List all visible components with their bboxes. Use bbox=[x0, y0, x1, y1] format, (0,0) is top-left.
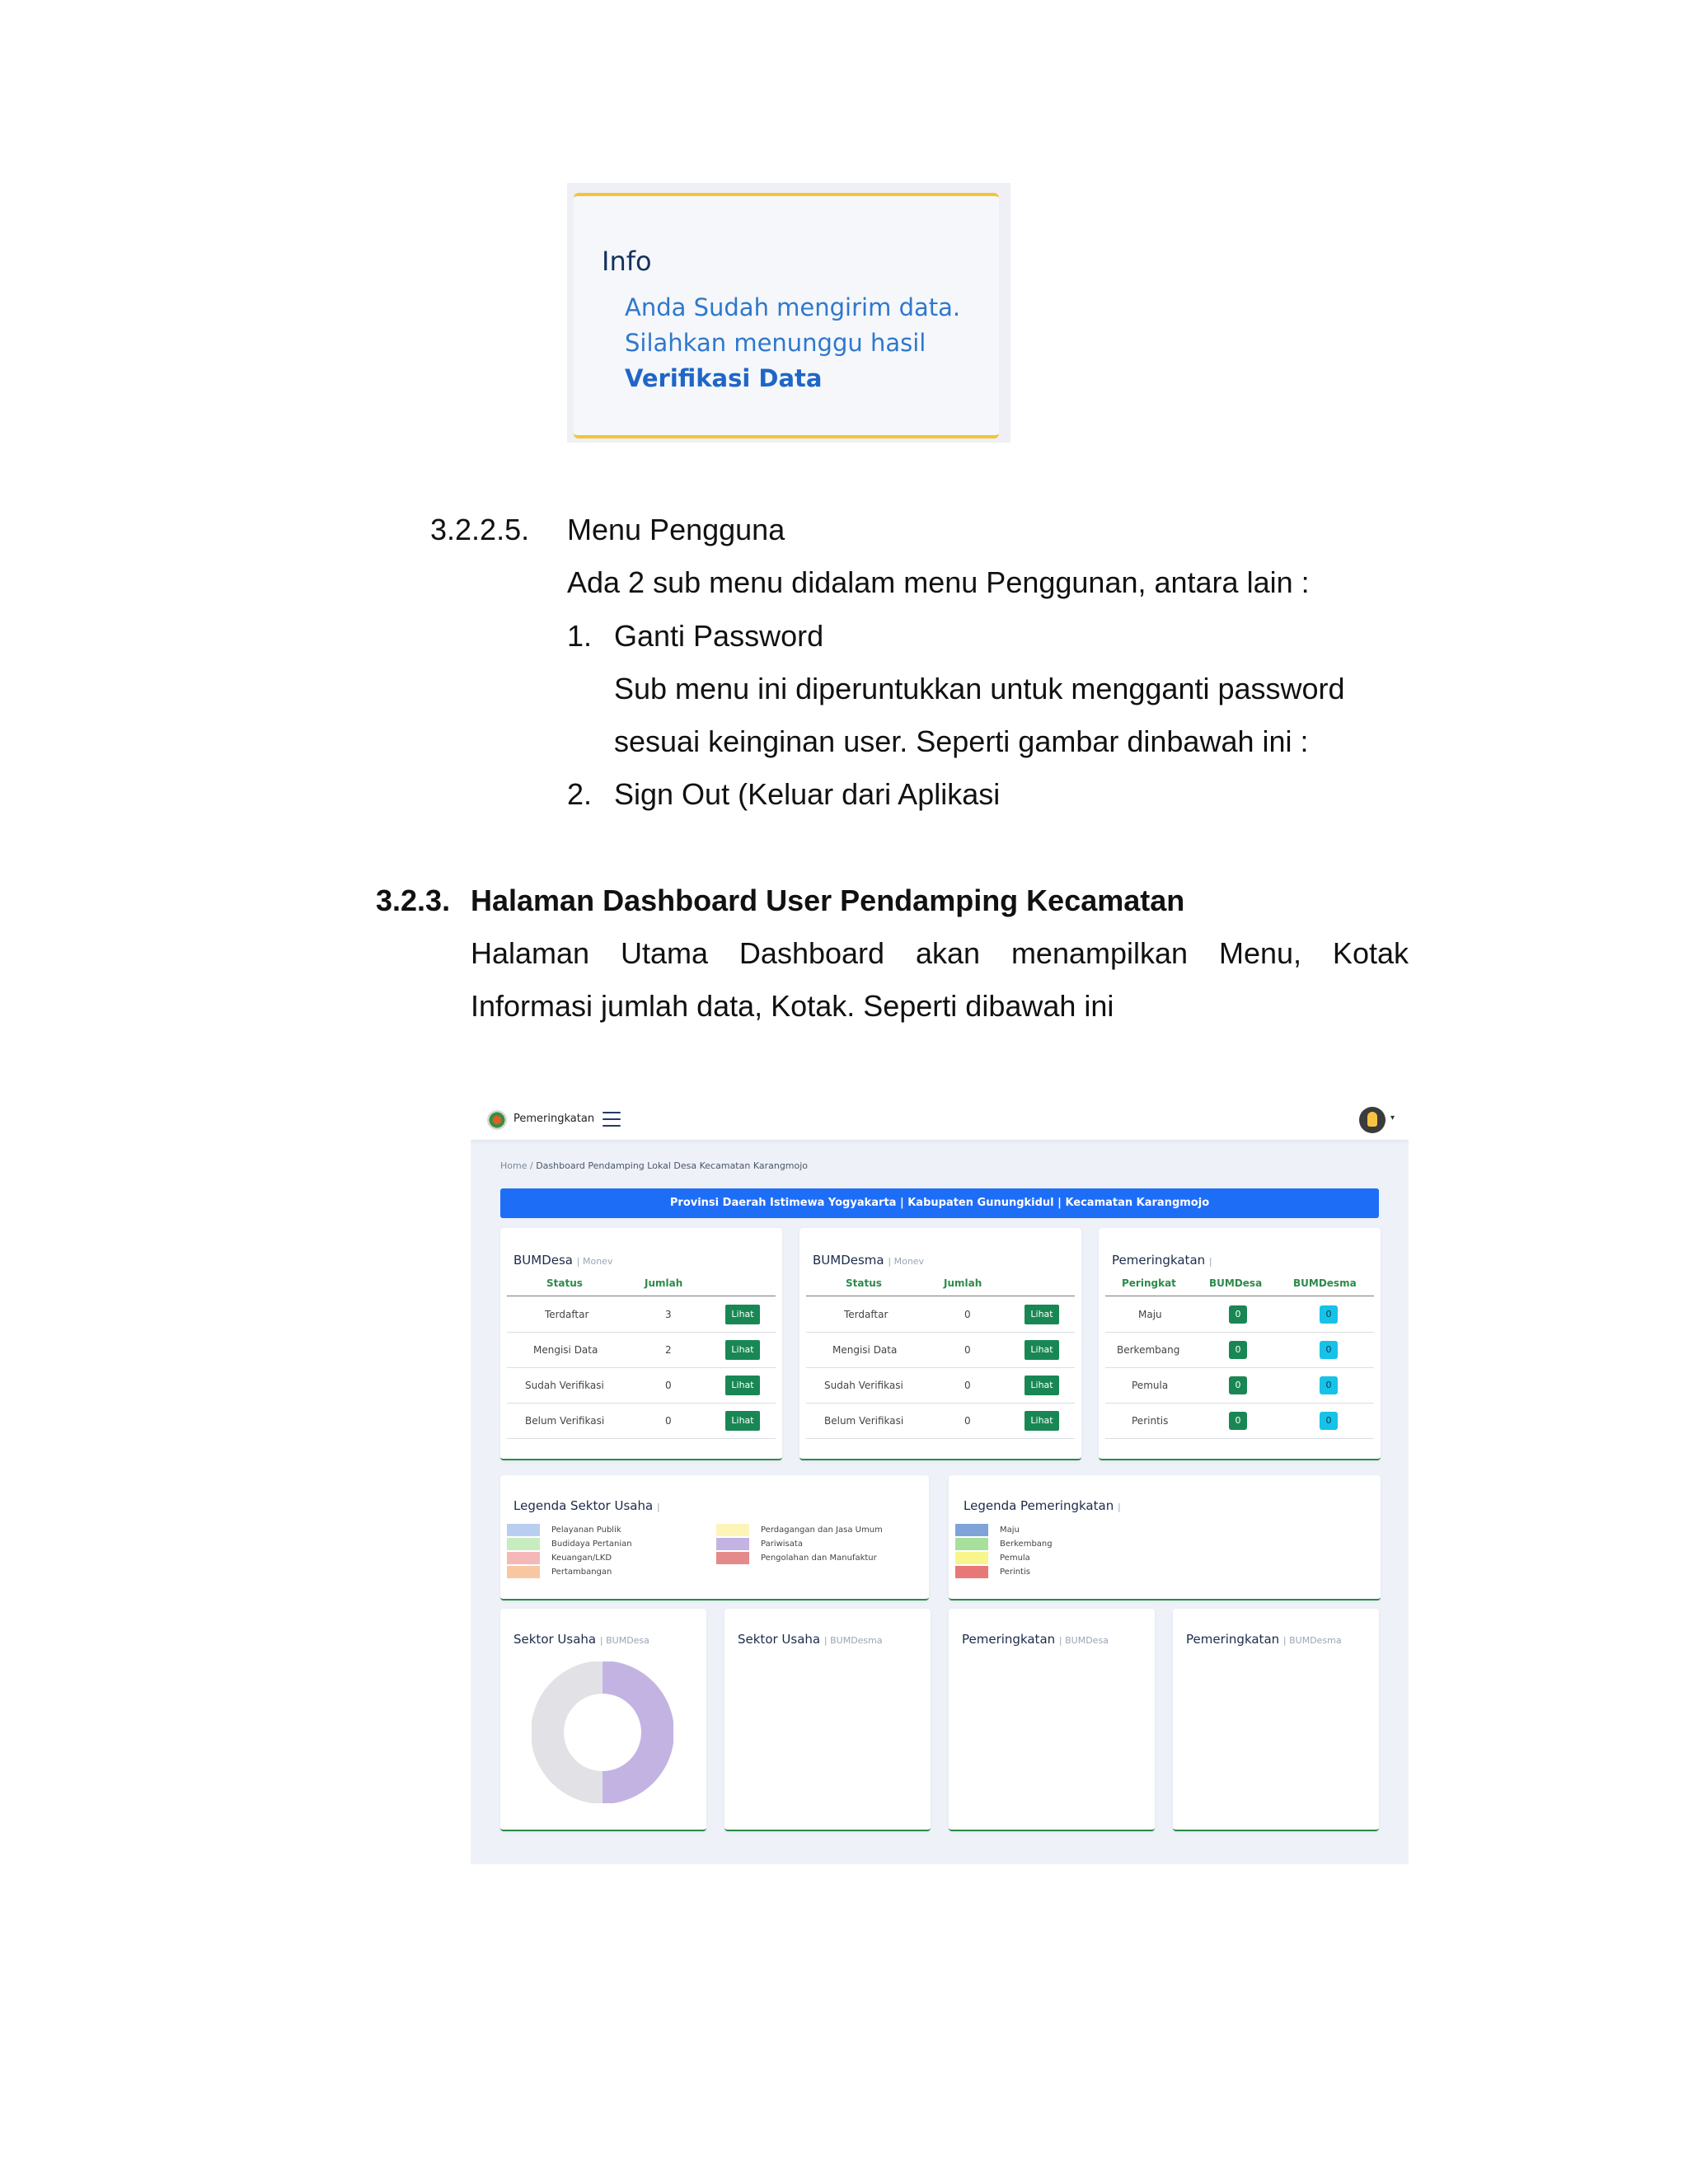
info-message-emphasis: Verifikasi Data bbox=[625, 364, 823, 392]
bumdesa-count-badge: 0 bbox=[1229, 1305, 1247, 1324]
paragraph-line: Halaman Utama Dashboard akan menampilkan Menu, Kotak bbox=[471, 936, 1409, 970]
card-title: Pemeringkatan | bbox=[1112, 1253, 1212, 1268]
legend-column bbox=[507, 1523, 632, 1579]
count-value: 0 bbox=[964, 1380, 971, 1391]
breadcrumb-home[interactable]: Home bbox=[500, 1160, 528, 1171]
legend-swatch bbox=[955, 1566, 988, 1578]
list-item-title: Sign Out (Keluar dari Aplikasi bbox=[614, 777, 1001, 811]
card-title: Pemeringkatan | BUMDesa bbox=[962, 1632, 1109, 1647]
list-item-description: sesuai keinginan user. Seperti gambar dinbawah ini : bbox=[614, 724, 1309, 758]
table-row bbox=[1105, 1368, 1374, 1404]
lihat-button[interactable]: Lihat bbox=[1025, 1376, 1059, 1395]
legend-swatch bbox=[716, 1538, 749, 1550]
paragraph-line: Informasi jumlah data, Kotak. Seperti dibawah ini bbox=[471, 989, 1114, 1023]
top-navbar bbox=[471, 1100, 1409, 1140]
list-item-title: Ganti Password bbox=[614, 619, 824, 653]
heading-title: Halaman Dashboard User Pendamping Kecamatan bbox=[471, 883, 1185, 917]
legenda-sektor-card bbox=[500, 1475, 929, 1601]
section-title: Menu Pengguna bbox=[567, 513, 785, 546]
bumdesa-count-badge: 0 bbox=[1229, 1376, 1247, 1394]
table-row bbox=[806, 1404, 1075, 1439]
card-title: BUMDesa | Monev bbox=[513, 1253, 613, 1268]
table-row bbox=[1105, 1404, 1374, 1439]
lihat-button[interactable]: Lihat bbox=[725, 1305, 760, 1324]
bumdesma-card bbox=[799, 1228, 1081, 1460]
count-value: 0 bbox=[964, 1309, 971, 1320]
legend-item: Budidaya Pertanian bbox=[507, 1537, 632, 1551]
bumdesma-count-badge: 0 bbox=[1320, 1341, 1338, 1359]
info-title: Info bbox=[602, 246, 652, 277]
table-row bbox=[507, 1368, 776, 1404]
legend-item: Pelayanan Publik bbox=[507, 1523, 632, 1537]
bumdesma-count-badge: 0 bbox=[1320, 1305, 1338, 1324]
status-label: Sudah Verifikasi bbox=[525, 1380, 604, 1391]
table-row bbox=[507, 1333, 776, 1368]
column-header-jumlah: Jumlah bbox=[944, 1277, 982, 1289]
count-value: 3 bbox=[665, 1309, 672, 1320]
breadcrumb bbox=[500, 1160, 808, 1171]
card-title: BUMDesma | Monev bbox=[813, 1253, 925, 1268]
legend-item: Maju bbox=[955, 1523, 1053, 1537]
app-logo[interactable] bbox=[487, 1110, 507, 1130]
peringkat-label: Berkembang bbox=[1117, 1344, 1180, 1356]
status-label: Mengisi Data bbox=[533, 1344, 598, 1356]
column-header-status: Status bbox=[846, 1277, 882, 1289]
lihat-button[interactable]: Lihat bbox=[1025, 1305, 1059, 1324]
legend-item: Pengolahan dan Manufaktur bbox=[716, 1551, 883, 1565]
hamburger-menu-icon[interactable] bbox=[603, 1112, 621, 1127]
table-row bbox=[1105, 1333, 1374, 1368]
table-row bbox=[507, 1297, 776, 1333]
chart-card-pemeringkatan-bumdesma bbox=[1173, 1609, 1379, 1831]
legend-item: Berkembang bbox=[955, 1537, 1053, 1551]
column-header-status: Status bbox=[546, 1277, 583, 1289]
chevron-down-icon[interactable]: ▾ bbox=[1390, 1113, 1395, 1122]
bumdesma-count-badge: 0 bbox=[1320, 1376, 1338, 1394]
count-value: 0 bbox=[665, 1380, 672, 1391]
legend-item: Pemula bbox=[955, 1551, 1053, 1565]
table-row bbox=[806, 1333, 1075, 1368]
card-title: Legenda Pemeringkatan | bbox=[964, 1498, 1121, 1513]
donut-chart bbox=[532, 1661, 673, 1803]
lihat-button[interactable]: Lihat bbox=[725, 1376, 760, 1395]
column-header-jumlah: Jumlah bbox=[645, 1277, 683, 1289]
brand-name[interactable]: Pemeringkatan bbox=[513, 1113, 595, 1125]
legend-item: Perintis bbox=[955, 1565, 1053, 1579]
legend-item: Pertambangan bbox=[507, 1565, 632, 1579]
status-label: Terdaftar bbox=[545, 1309, 589, 1320]
column-header-peringkat: Peringkat bbox=[1122, 1277, 1176, 1289]
legend-column bbox=[955, 1523, 1053, 1579]
card-title: Sektor Usaha | BUMDesa bbox=[513, 1632, 649, 1647]
lihat-button[interactable]: Lihat bbox=[725, 1411, 760, 1431]
legend-swatch bbox=[507, 1566, 540, 1578]
legend-swatch bbox=[955, 1538, 988, 1550]
peringkat-label: Pemula bbox=[1132, 1380, 1169, 1391]
lihat-button[interactable]: Lihat bbox=[725, 1340, 760, 1360]
legend-item: Perdagangan dan Jasa Umum bbox=[716, 1523, 883, 1537]
donut-slice bbox=[603, 1677, 658, 1788]
legend-swatch bbox=[507, 1552, 540, 1564]
legend-swatch bbox=[955, 1524, 988, 1536]
location-banner: Provinsi Daerah Istimewa Yogyakarta | Kabupaten Gunungkidul | Kecamatan Karangmojo bbox=[500, 1188, 1379, 1218]
status-label: Belum Verifikasi bbox=[824, 1415, 904, 1427]
table-row bbox=[806, 1297, 1075, 1333]
section-number: 3.2.2.5. bbox=[430, 513, 530, 546]
lihat-button[interactable]: Lihat bbox=[1025, 1340, 1059, 1360]
legend-swatch bbox=[507, 1524, 540, 1536]
list-item-description: Sub menu ini diperuntukkan untuk mengganti password bbox=[614, 672, 1345, 705]
bumdesma-count-badge: 0 bbox=[1320, 1412, 1338, 1430]
info-card bbox=[574, 193, 999, 438]
info-message-line: Silahkan menunggu hasil bbox=[625, 329, 926, 357]
count-value: 2 bbox=[665, 1344, 672, 1356]
status-label: Belum Verifikasi bbox=[525, 1415, 605, 1427]
legend-swatch bbox=[716, 1524, 749, 1536]
bumdesa-count-badge: 0 bbox=[1229, 1341, 1247, 1359]
table-row bbox=[1105, 1297, 1374, 1333]
legend-swatch bbox=[507, 1538, 540, 1550]
status-label: Mengisi Data bbox=[832, 1344, 898, 1356]
status-label: Terdaftar bbox=[844, 1309, 889, 1320]
bumdesa-card bbox=[500, 1228, 782, 1460]
user-icon bbox=[1367, 1112, 1377, 1127]
breadcrumb-current: Dashboard Pendamping Lokal Desa Kecamatan Karangmojo bbox=[536, 1160, 809, 1171]
status-label: Sudah Verifikasi bbox=[824, 1380, 903, 1391]
legend-swatch bbox=[955, 1552, 988, 1564]
section-intro: Ada 2 sub menu didalam menu Penggunan, antara lain : bbox=[567, 565, 1310, 599]
count-value: 0 bbox=[665, 1415, 672, 1427]
column-header-bumdesa: BUMDesa bbox=[1209, 1277, 1263, 1289]
legend-item: Pariwisata bbox=[716, 1537, 883, 1551]
count-value: 0 bbox=[964, 1344, 971, 1356]
table-row bbox=[507, 1404, 776, 1439]
peringkat-label: Perintis bbox=[1132, 1415, 1169, 1427]
chart-card-pemeringkatan-bumdesa bbox=[949, 1609, 1155, 1831]
bumdesa-count-badge: 0 bbox=[1229, 1412, 1247, 1430]
info-screenshot bbox=[567, 183, 1010, 443]
chart-card-sektor-bumdesma bbox=[724, 1609, 931, 1831]
info-message-line: Anda Sudah mengirim data. bbox=[625, 293, 961, 321]
legenda-pemeringkatan-card bbox=[949, 1475, 1381, 1601]
card-title: Legenda Sektor Usaha | bbox=[513, 1498, 660, 1513]
legend-column bbox=[716, 1523, 883, 1565]
list-item-number: 1. bbox=[567, 619, 593, 653]
legend-swatch bbox=[716, 1552, 749, 1564]
card-title: Sektor Usaha | BUMDesma bbox=[738, 1632, 883, 1647]
peringkat-label: Maju bbox=[1138, 1309, 1162, 1320]
table-row bbox=[806, 1368, 1075, 1404]
breadcrumb-separator: / bbox=[529, 1160, 533, 1171]
card-title: Pemeringkatan | BUMDesma bbox=[1186, 1632, 1342, 1647]
legend-item: Keuangan/LKD bbox=[507, 1551, 632, 1565]
dashboard-screenshot bbox=[471, 1100, 1409, 1864]
heading-number: 3.2.3. bbox=[376, 883, 451, 917]
donut-slice bbox=[547, 1677, 603, 1788]
count-value: 0 bbox=[964, 1415, 971, 1427]
lihat-button[interactable]: Lihat bbox=[1025, 1411, 1059, 1431]
chart-card-sektor-bumdesa bbox=[500, 1609, 706, 1831]
column-header-bumdesma: BUMDesma bbox=[1293, 1277, 1357, 1289]
list-item-number: 2. bbox=[567, 777, 593, 811]
pemeringkatan-card bbox=[1099, 1228, 1381, 1460]
